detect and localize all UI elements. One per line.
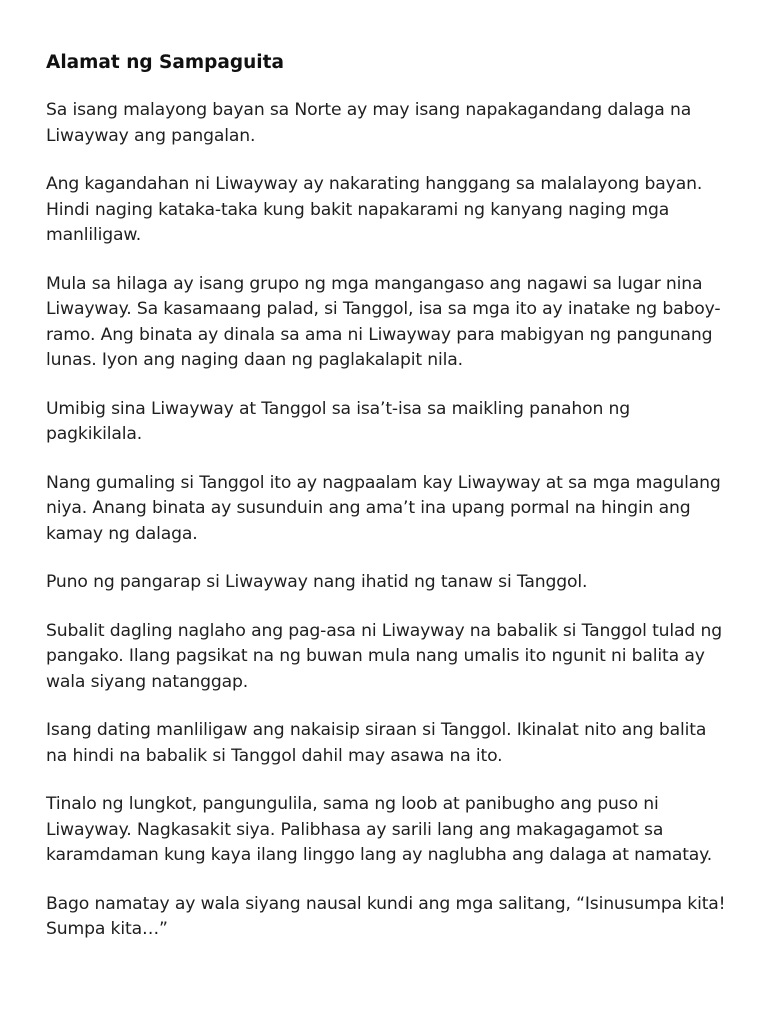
paragraph: Isang dating manliligaw ang nakaisip siraan si Tanggol. Ikinalat nito ang balita na hindi na babalik si Tanggol dahil may asawa na ito. [46, 720, 707, 766]
paragraph: Bago namatay ay wala siyang nausal kundi ang mga salitang, “Isinusumpa kita! Sumpa kita…” [46, 893, 726, 939]
paragraph: Ang kagandahan ni Liwayway ay nakarating hanggang sa malalayong bayan. Hindi naging kataka-taka kung bakit napakarami ng kanyang naging mga manliligaw. [46, 174, 703, 245]
paragraph: Nang gumaling si Tanggol ito ay nagpaalam kay Liwayway at sa mga magulang niya. Anang binata ay susunduin ang ama’t ina upang pormal na hingin ang kamay ng dalaga. [46, 472, 721, 544]
paragraph: Subalit dagling naglaho ang pag-asa ni Liwayway na babalik si Tanggol tulad ng pangako. Ilang pagsikat na ng buwan mula nang umalis ito ngunit ni balita ay wala siyang natanggap. [46, 620, 722, 692]
paragraph: Sa isang malayong bayan sa Norte ay may isang napakagandang dalaga na Liwayway ang pangalan. [46, 100, 692, 146]
document-page [46, 50, 726, 966]
paragraph: Puno ng pangarap si Liwayway nang ihatid ng tanaw si Tanggol. [46, 572, 588, 592]
document-title: Alamat ng Sampaguita [46, 52, 284, 73]
paragraph: Mula sa hilaga ay isang grupo ng mga mangangaso ang nagawi sa lugar nina Liwayway. Sa kasamaang palad, si Tanggol, isa sa mga ito ay inatake ng baboy-ramo. Ang binata ay dinala sa ama ni Liwayway para mabigyan ng pangunang lunas. Iyon ang naging daan ng paglakalapit nila. [46, 273, 721, 370]
paragraph: Umibig sina Liwayway at Tanggol sa isa’t-isa sa maikling panahon ng pagkikilala. [46, 398, 630, 444]
paragraph: Tinalo ng lungkot, pangungulila, sama ng loob at panibugho ang puso ni Liwayway. Nagkasakit siya. Palibhasa ay sarili lang ang makagagamot sa karamdaman kung kaya ilang linggo lang ay naglubha ang dalaga at namatay. [46, 794, 713, 865]
